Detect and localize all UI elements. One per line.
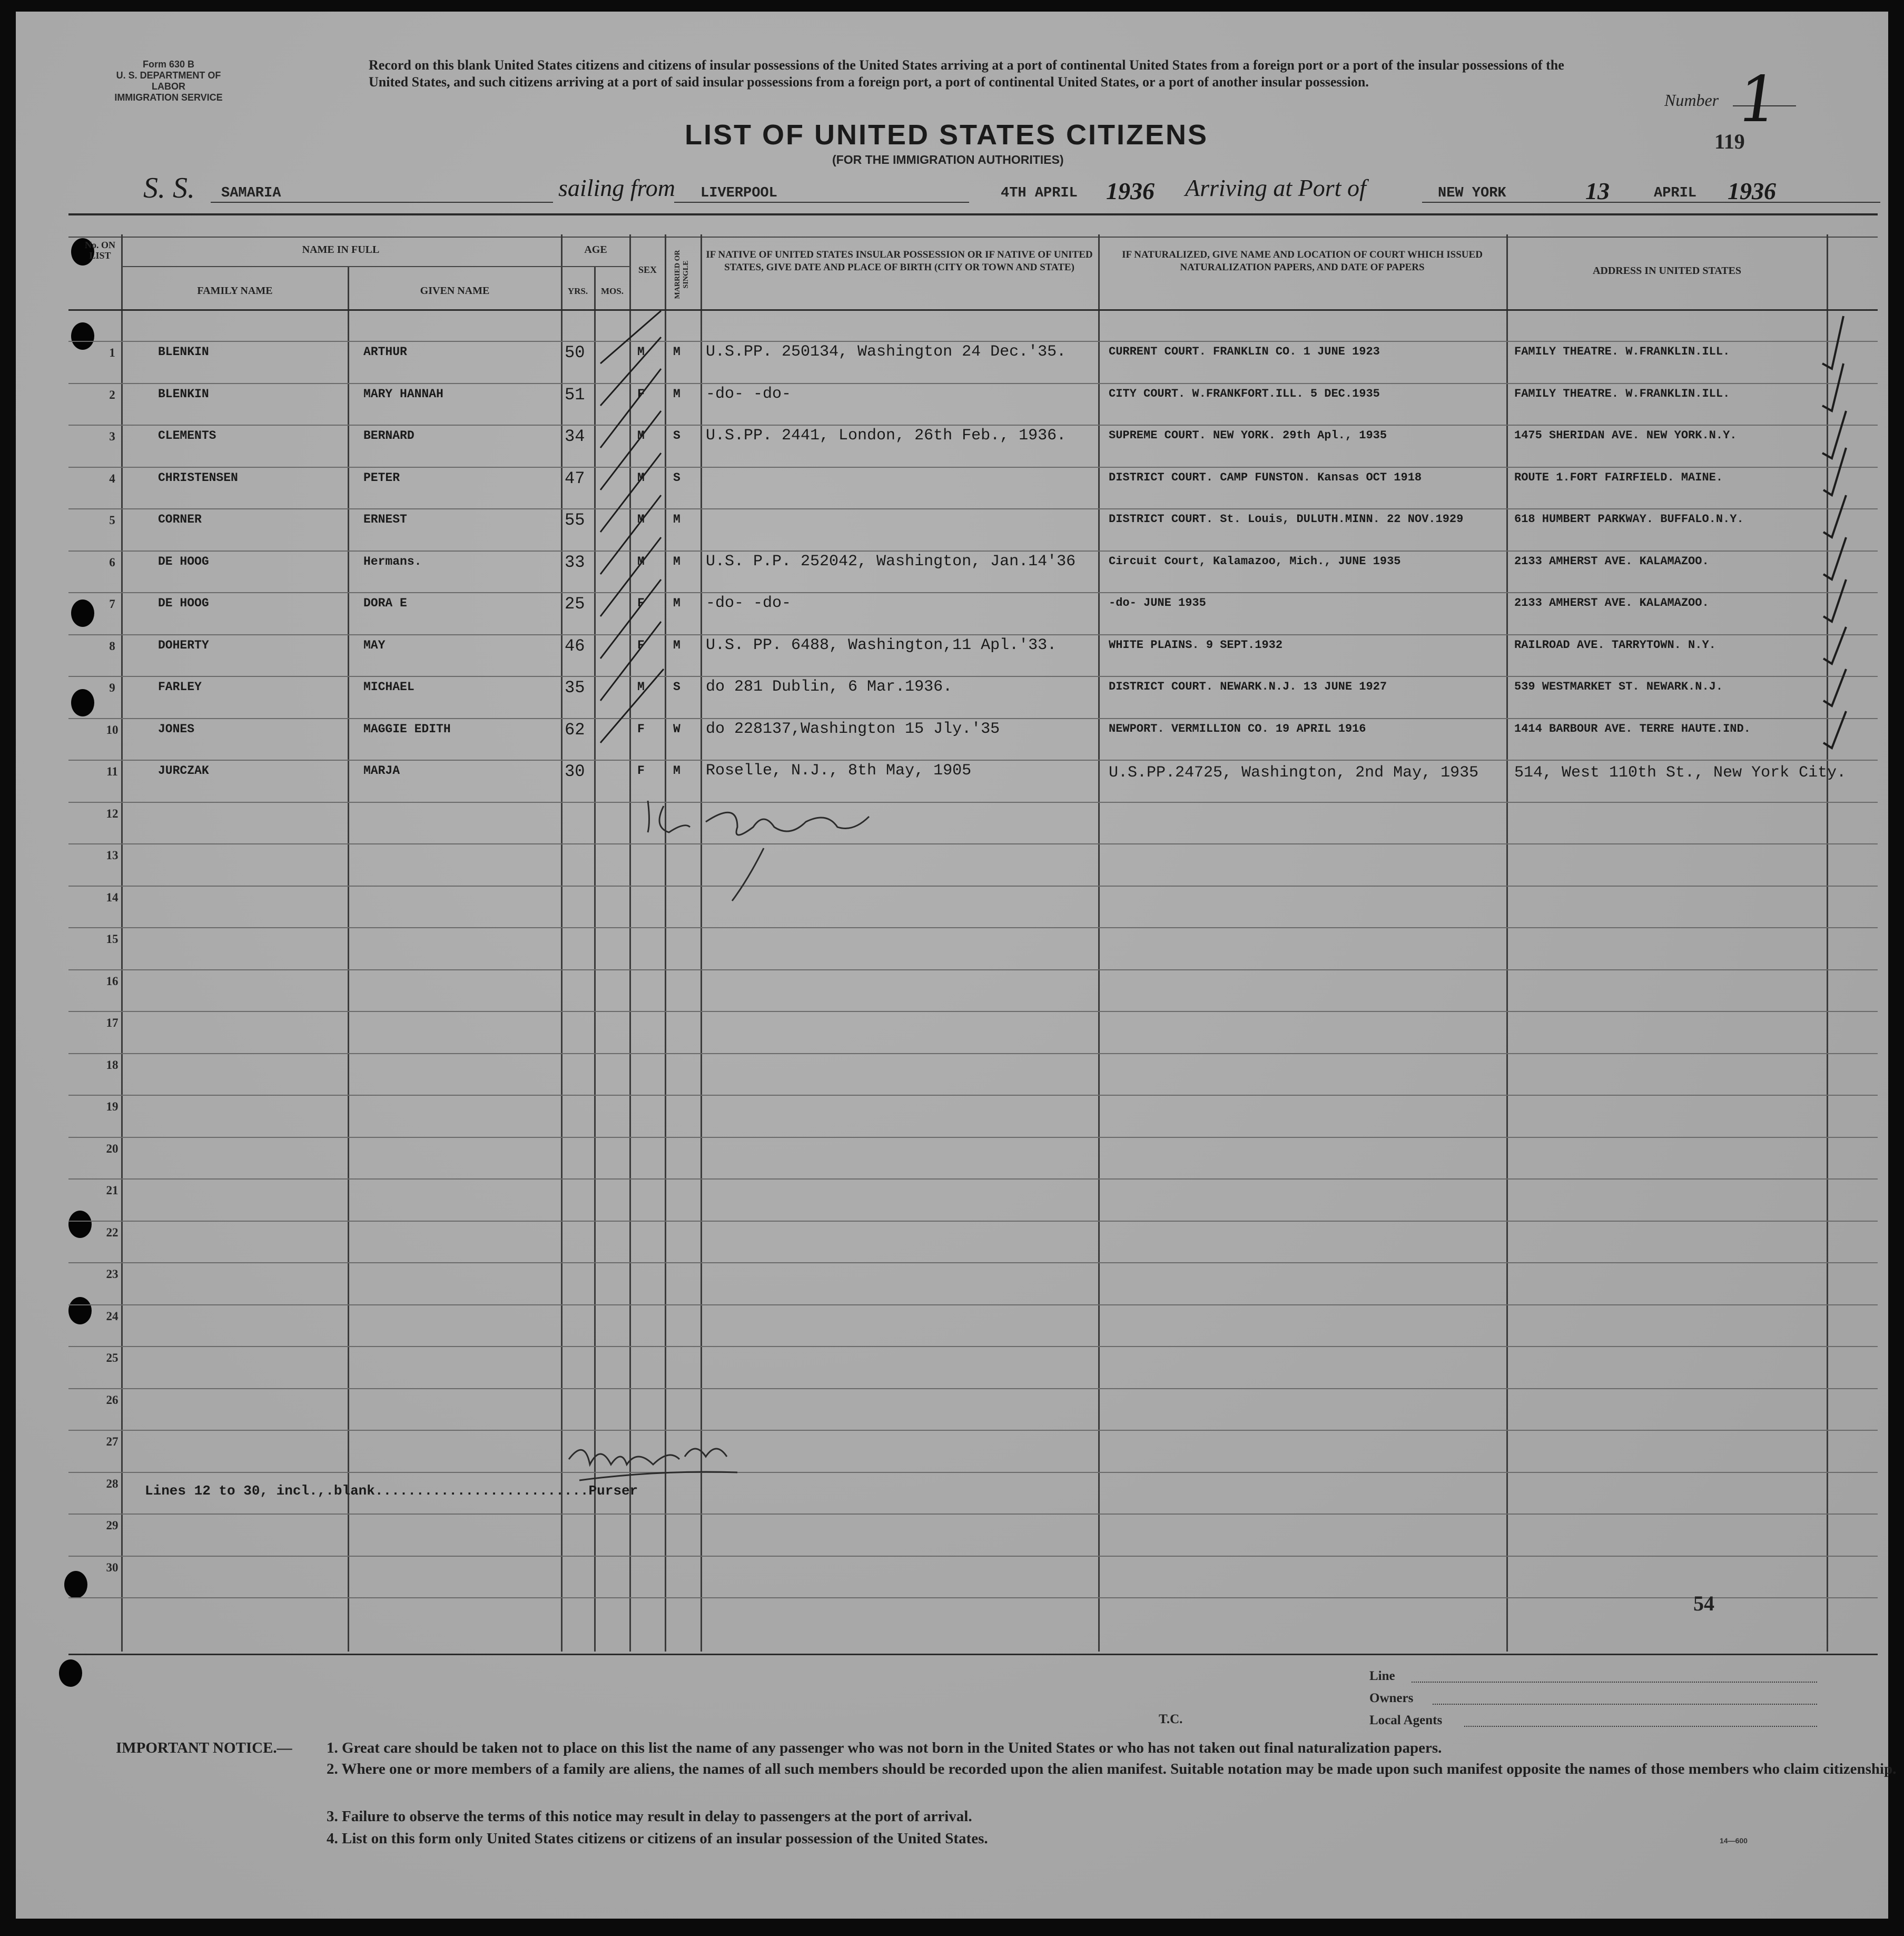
line-number: 10 — [106, 723, 119, 736]
line-number: 24 — [106, 1309, 119, 1323]
address-cell: ROUTE 1.FORT FAIRFIELD. MAINE. — [1514, 470, 1723, 484]
family-name-cell: JONES — [158, 722, 195, 736]
line-label: Line — [1369, 1669, 1395, 1683]
family-name-cell: CLEMENTS — [158, 429, 216, 443]
form-number: Form 630 B — [142, 59, 195, 70]
col-header-months: MOS. — [601, 286, 624, 296]
native-cell: U.S.PP. 2441, London, 26th Feb., 1936. — [706, 427, 1067, 445]
given-name-cell: MARJA — [363, 764, 400, 778]
tc-label: T.C. — [1159, 1712, 1183, 1726]
line-number: 30 — [106, 1560, 119, 1574]
sex-cell: M — [637, 680, 645, 694]
native-cell: U.S. P.P. 252042, Washington, Jan.14'36 — [706, 552, 1076, 571]
line-number: 2 — [109, 388, 115, 401]
line-number: 25 — [106, 1351, 119, 1364]
marital-status-cell: S — [673, 429, 680, 443]
notice-item-4: 4. List on this form only United States citizens or citizens of an insular possession of the United States. — [327, 1830, 988, 1847]
sex-cell: F — [637, 387, 645, 401]
sex-cell: F — [637, 596, 645, 610]
sex-cell: M — [637, 429, 645, 443]
sex-cell: F — [637, 764, 645, 778]
age-cell: 35 — [565, 678, 585, 697]
address-cell: 1414 BARBOUR AVE. TERRE HAUTE.IND. — [1514, 722, 1751, 735]
marital-status-cell: S — [673, 470, 680, 485]
list-number: 1 — [1733, 63, 1784, 136]
address-cell: FAMILY THEATRE. W.FRANKLIN.ILL. — [1514, 387, 1730, 400]
local-agents-label: Local Agents — [1369, 1713, 1443, 1727]
line-number: 7 — [109, 597, 115, 611]
sailing-from-label: sailing from — [558, 174, 675, 201]
signature-strokes — [569, 801, 869, 1480]
line-number: 19 — [106, 1100, 119, 1113]
native-cell: -do- -do- — [706, 594, 792, 612]
given-name-cell: MICHAEL — [363, 680, 415, 694]
col-header-sex: SEX — [638, 264, 657, 275]
line-number: 3 — [109, 430, 115, 443]
line-number: 21 — [106, 1184, 119, 1197]
owners-field — [1433, 1704, 1817, 1705]
given-name-cell: PETER — [363, 470, 400, 485]
family-name-cell: CHRISTENSEN — [158, 470, 238, 485]
family-name-cell: JURCZAK — [158, 764, 209, 778]
age-cell: 62 — [565, 720, 585, 740]
naturalization-cell: U.S.PP.24725, Washington, 2nd May, 1935 — [1109, 764, 1479, 782]
col-header-name: NAME IN FULL — [302, 244, 380, 255]
family-name-cell: BLENKIN — [158, 345, 209, 359]
naturalization-cell: Circuit Court, Kalamazoo, Mich., JUNE 1935 — [1109, 554, 1401, 568]
page-title: LIST OF UNITED STATES CITIZENS — [685, 119, 1208, 151]
naturalization-cell: DISTRICT COURT. NEWARK.N.J. 13 JUNE 1927 — [1109, 680, 1387, 693]
marital-status-cell: S — [673, 680, 680, 694]
arrival-day: 13 — [1585, 178, 1610, 204]
col-header-native: IF NATIVE OF UNITED STATES INSULAR POSSESSION OR IF NATIVE OF UNITED STATES, GIVE DATE AND PLACE OF BIRTH (CITY OR TOWN AND STATE) — [706, 249, 1093, 273]
age-cell: 55 — [565, 510, 585, 530]
given-name-cell: BERNARD — [363, 429, 415, 443]
marital-status-cell: M — [673, 387, 680, 401]
col-header-married-single: MARRIED OR SINGLE — [674, 250, 690, 299]
line-number: 20 — [106, 1142, 119, 1155]
agents-field — [1464, 1726, 1817, 1727]
family-name-cell: DOHERTY — [158, 638, 209, 652]
line-number: 17 — [106, 1016, 119, 1029]
line-number: 29 — [106, 1519, 119, 1532]
native-cell: -do- -do- — [706, 385, 792, 403]
address-cell: 539 WESTMARKET ST. NEWARK.N.J. — [1514, 680, 1723, 693]
form-instruction: Record on this blank United States citizens and citizens of insular possessions of the United States arriving at a port of continental United States from a foreign port or a port of the insular possessions of the United States, and such citizens arriving at a port of said insular possessions from a foreign port, a port of continental United States, or a port of another insular possession. — [369, 57, 1564, 90]
line-number: 5 — [109, 514, 115, 527]
departure-date: 4TH APRIL — [1001, 185, 1078, 201]
family-name-cell: BLENKIN — [158, 387, 209, 401]
age-cell: 25 — [565, 594, 585, 614]
line-number: 12 — [106, 807, 119, 820]
page-subtitle: (FOR THE IMMIGRATION AUTHORITIES) — [832, 153, 1064, 166]
sex-cell: M — [637, 470, 645, 485]
line-number: 16 — [106, 974, 119, 988]
naturalization-cell: NEWPORT. VERMILLION CO. 19 APRIL 1916 — [1109, 722, 1366, 735]
service-name: IMMIGRATION SERVICE — [114, 92, 223, 103]
marital-status-cell: W — [673, 722, 680, 736]
sex-cell: M — [637, 554, 645, 568]
owners-label: Owners — [1369, 1691, 1414, 1705]
address-cell: FAMILY THEATRE. W.FRANKLIN.ILL. — [1514, 345, 1730, 358]
line-number: 1 — [109, 346, 115, 359]
arrival-port: NEW YORK — [1438, 185, 1506, 201]
family-name-cell: CORNER — [158, 513, 202, 526]
native-cell: Roselle, N.J., 8th May, 1905 — [706, 762, 972, 780]
sex-cell: F — [637, 722, 645, 736]
arriving-label: Arriving at Port of — [1185, 174, 1366, 201]
col-header-age: AGE — [584, 244, 607, 255]
sex-cell: M — [637, 513, 645, 526]
line-number: 18 — [106, 1058, 119, 1072]
family-name-cell: DE HOOG — [158, 596, 209, 610]
age-cell: 46 — [565, 636, 585, 656]
line-number: 15 — [106, 932, 119, 946]
address-cell: 1475 SHERIDAN AVE. NEW YORK.N.Y. — [1514, 429, 1737, 442]
naturalization-cell: CITY COURT. W.FRANKFORT.ILL. 5 DEC.1935 — [1109, 387, 1380, 400]
age-cell: 30 — [565, 762, 585, 781]
native-cell: do 228137,Washington 15 Jly.'35 — [706, 720, 1000, 738]
notice-title: IMPORTANT NOTICE.— — [116, 1740, 292, 1756]
naturalization-cell: DISTRICT COURT. CAMP FUNSTON. Kansas OCT 1918 — [1109, 470, 1422, 484]
notice-item-3: 3. Failure to observe the terms of this notice may result in delay to passengers at the port of arrival. — [327, 1808, 972, 1825]
line-number: 27 — [106, 1435, 119, 1448]
age-cell: 51 — [565, 385, 585, 405]
col-header-years: YRS. — [567, 286, 588, 296]
line-number: 13 — [106, 849, 119, 862]
naturalization-cell: CURRENT COURT. FRANKLIN CO. 1 JUNE 1923 — [1109, 345, 1380, 358]
native-cell: U.S.PP. 250134, Washington 24 Dec.'35. — [706, 343, 1067, 361]
ditto-strokes — [600, 311, 664, 743]
notice-item-1: 1. Great care should be taken not to place on this list the name of any passenger who was not born in the United States or who has not taken out final naturalization papers. — [327, 1740, 1442, 1756]
ss-label: S. S. — [143, 172, 195, 204]
line-number: 6 — [109, 555, 115, 569]
address-cell: 618 HUMBERT PARKWAY. BUFFALO.N.Y. — [1514, 513, 1744, 526]
col-header-naturalized: IF NATURALIZED, GIVE NAME AND LOCATION OF COURT WHICH ISSUED NATURALIZATION PAPERS, AND DATE OF PAPERS — [1122, 249, 1483, 273]
line-field — [1412, 1682, 1817, 1683]
marital-status-cell: M — [673, 513, 680, 526]
col-header-no: No. ON LIST — [85, 240, 115, 261]
sex-cell: M — [637, 345, 645, 359]
given-name-cell: DORA E — [363, 596, 407, 610]
naturalization-cell: WHITE PLAINS. 9 SEPT.1932 — [1109, 638, 1283, 652]
arrival-month: APRIL — [1654, 185, 1697, 201]
age-cell: 33 — [565, 552, 585, 572]
age-cell: 34 — [565, 427, 585, 446]
marital-status-cell: M — [673, 554, 680, 568]
sex-cell: F — [637, 638, 645, 652]
line-number: 9 — [109, 681, 115, 694]
departure-port: LIVERPOOL — [701, 185, 777, 201]
address-cell: 2133 AMHERST AVE. KALAMAZOO. — [1514, 596, 1709, 610]
given-name-cell: ARTHUR — [363, 345, 407, 359]
naturalization-cell: DISTRICT COURT. St. Louis, DULUTH.MINN. 22 NOV.1929 — [1109, 513, 1464, 526]
line-number: 26 — [106, 1393, 119, 1407]
naturalization-cell: -do- JUNE 1935 — [1109, 596, 1206, 610]
native-cell: U.S. PP. 6488, Washington,11 Apl.'33. — [706, 636, 1057, 654]
native-cell: do 281 Dublin, 6 Mar.1936. — [706, 678, 953, 696]
print-code: 14—600 — [1720, 1836, 1748, 1845]
arrival-year: 1936 — [1728, 178, 1776, 204]
col-header-given-name: GIVEN NAME — [420, 285, 490, 297]
marital-status-cell: M — [673, 764, 680, 778]
line-number: 11 — [106, 765, 118, 778]
given-name-cell: Hermans. — [363, 554, 422, 568]
col-header-family-name: FAMILY NAME — [197, 285, 273, 297]
address-cell: RAILROAD AVE. TARRYTOWN. N.Y. — [1514, 638, 1716, 652]
family-name-cell: FARLEY — [158, 680, 202, 694]
col-header-address: ADDRESS IN UNITED STATES — [1592, 265, 1742, 277]
number-label: Number — [1664, 91, 1719, 110]
given-name-cell: ERNEST — [363, 513, 407, 526]
line-number: 14 — [106, 890, 119, 904]
marital-status-cell: M — [673, 638, 680, 652]
marital-status-cell: M — [673, 345, 680, 359]
tally-number: 54 — [1693, 1591, 1714, 1615]
given-name-cell: MARY HANNAH — [363, 387, 443, 401]
family-name-cell: DE HOOG — [158, 554, 209, 568]
marital-status-cell: M — [673, 596, 680, 610]
department-name: U. S. DEPARTMENT OF LABOR — [116, 70, 221, 92]
page-number: 119 — [1714, 130, 1745, 153]
ship-name: SAMARIA — [221, 185, 281, 201]
age-cell: 50 — [565, 343, 585, 362]
notice-item-2: 2. Where one or more members of a family are aliens, the names of all such members should be recorded upon the alien manifest. Suitable notation may be made upon such manifest opposite the names of those members who claim citizenship. — [327, 1761, 1897, 1777]
check-marks — [1822, 316, 1846, 748]
given-name-cell: MAY — [363, 638, 386, 652]
line-number: 8 — [109, 639, 115, 653]
age-cell: 47 — [565, 468, 585, 488]
given-name-cell: MAGGIE EDITH — [363, 722, 451, 736]
address-cell: 514, West 110th St., New York City. — [1514, 764, 1847, 782]
line-number: 22 — [106, 1225, 119, 1239]
line-number: 4 — [109, 471, 115, 485]
departure-year: 1936 — [1106, 178, 1155, 204]
line-number: 28 — [106, 1477, 119, 1490]
line-number: 23 — [106, 1267, 119, 1281]
naturalization-cell: SUPREME COURT. NEW YORK. 29th Apl., 1935 — [1109, 429, 1387, 442]
address-cell: 2133 AMHERST AVE. KALAMAZOO. — [1514, 554, 1709, 568]
blank-lines-note: Lines 12 to 30, incl.,.blank..........................Purser — [145, 1483, 638, 1499]
